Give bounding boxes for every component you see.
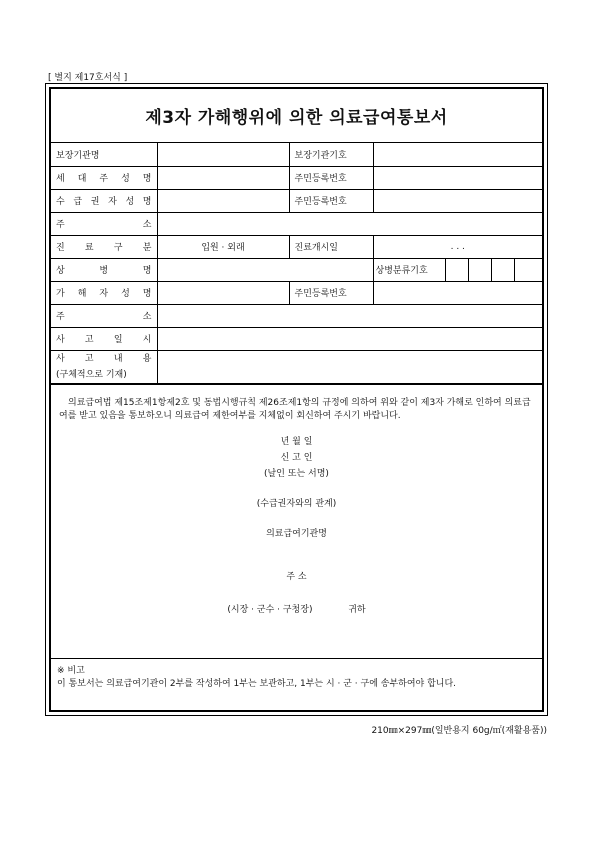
field-resident-no-1[interactable] bbox=[373, 166, 542, 189]
label-accident-date: 사 고 일 시 bbox=[51, 327, 157, 350]
paper-spec: 210㎜×297㎜(일반용지 60g/㎡(재활용품)) bbox=[371, 726, 547, 736]
statement-body-text: 의료급여법 제15조제1항제2호 및 동법시행규칙 제26조제1항의 규정에 의하여 위와 같이 제3자 가해로 인하여 의료급여를 받고 있음을 통보하오니 의료급여 제한여부를 지체없이 회신하여 주시기 바랍니다. bbox=[59, 397, 531, 421]
row-accident-date bbox=[51, 327, 542, 350]
field-address-2[interactable] bbox=[157, 304, 542, 327]
row-treatment bbox=[51, 235, 542, 258]
label-disease: 상 병 명 bbox=[51, 258, 157, 281]
field-disease-code-3[interactable] bbox=[491, 258, 514, 281]
label-institution-code: 보장기관기호 bbox=[289, 143, 373, 166]
field-recipient-name[interactable] bbox=[157, 189, 289, 212]
row-institution bbox=[51, 143, 542, 166]
field-disease-code-1[interactable] bbox=[445, 258, 468, 281]
field-treatment-type[interactable]: 입원 · 외래 bbox=[157, 235, 289, 258]
note-heading: ※ 비고 bbox=[57, 666, 85, 676]
form-inner-border bbox=[49, 87, 544, 712]
row-address bbox=[51, 212, 542, 235]
statement-institution[interactable]: 의료급여기관명 bbox=[266, 528, 327, 539]
field-disease[interactable] bbox=[157, 258, 373, 281]
field-offender-name[interactable] bbox=[157, 281, 289, 304]
label-offender-name: 가 해 자 성 명 bbox=[51, 281, 157, 304]
form-number: [ 별지 제17호서식 ] bbox=[48, 73, 128, 83]
row-offender bbox=[51, 281, 542, 304]
label-accident-details bbox=[51, 350, 157, 383]
row-disease bbox=[51, 258, 542, 281]
statement-recipient-line bbox=[51, 602, 542, 615]
label-accident-details-note: (구체적으로 기재) bbox=[56, 369, 127, 380]
form-title: 제3자 가해행위에 의한 의료급여통보서 bbox=[51, 89, 542, 143]
label-head-of-household: 세 대 주 성 명 bbox=[51, 166, 157, 189]
field-head-of-household[interactable] bbox=[157, 166, 289, 189]
row-address-2 bbox=[51, 304, 542, 327]
form-table bbox=[51, 143, 542, 384]
statement-honorific: 귀하 bbox=[348, 604, 366, 615]
label-treatment-start: 진료개시일 bbox=[289, 235, 373, 258]
note-section bbox=[51, 658, 542, 710]
form-frame bbox=[45, 83, 548, 716]
label-treatment-type: 진 료 구 분 bbox=[51, 235, 157, 258]
row-household bbox=[51, 166, 542, 189]
label-address: 주 소 bbox=[51, 212, 157, 235]
field-treatment-start[interactable]: . . . bbox=[373, 235, 542, 258]
field-institution-code[interactable] bbox=[373, 143, 542, 166]
label-institution-name: 보장기관명 bbox=[51, 143, 157, 166]
field-accident-date[interactable] bbox=[157, 327, 542, 350]
statement-body bbox=[51, 385, 542, 423]
field-address[interactable] bbox=[157, 212, 542, 235]
label-accident-details-main: 사 고 내 용 bbox=[56, 353, 152, 364]
statement-date[interactable]: 년 월 일 bbox=[280, 436, 313, 447]
note-text: 이 통보서는 의료급여기관이 2부를 작성하여 1부는 보관하고, 1부는 시 · 군 · 구에 송부하여야 합니다. bbox=[57, 679, 457, 689]
field-accident-details[interactable] bbox=[157, 350, 542, 383]
label-address-2: 주 소 bbox=[51, 304, 157, 327]
field-disease-code-2[interactable] bbox=[468, 258, 491, 281]
label-resident-no-2: 주민등록번호 bbox=[289, 189, 373, 212]
label-resident-no-3: 주민등록번호 bbox=[289, 281, 373, 304]
statement-section bbox=[51, 384, 542, 615]
row-accident-details bbox=[51, 350, 542, 383]
row-recipient bbox=[51, 189, 542, 212]
field-resident-no-2[interactable] bbox=[373, 189, 542, 212]
statement-relation[interactable]: (수급권자와의 관계) bbox=[256, 498, 337, 509]
label-resident-no-1: 주민등록번호 bbox=[289, 166, 373, 189]
statement-recipient: (시장 · 군수 · 구청장) bbox=[227, 604, 313, 615]
label-disease-code: 상병분류기호 bbox=[373, 258, 445, 281]
label-recipient-name: 수 급 권 자 성 명 bbox=[51, 189, 157, 212]
field-institution-name[interactable] bbox=[157, 143, 289, 166]
statement-reporter[interactable]: 신 고 인 bbox=[280, 452, 313, 463]
statement-seal[interactable]: (날인 또는 서명) bbox=[264, 468, 329, 479]
field-resident-no-3[interactable] bbox=[373, 281, 542, 304]
statement-address[interactable]: 주 소 bbox=[286, 571, 307, 582]
field-disease-code-4[interactable] bbox=[514, 258, 542, 281]
